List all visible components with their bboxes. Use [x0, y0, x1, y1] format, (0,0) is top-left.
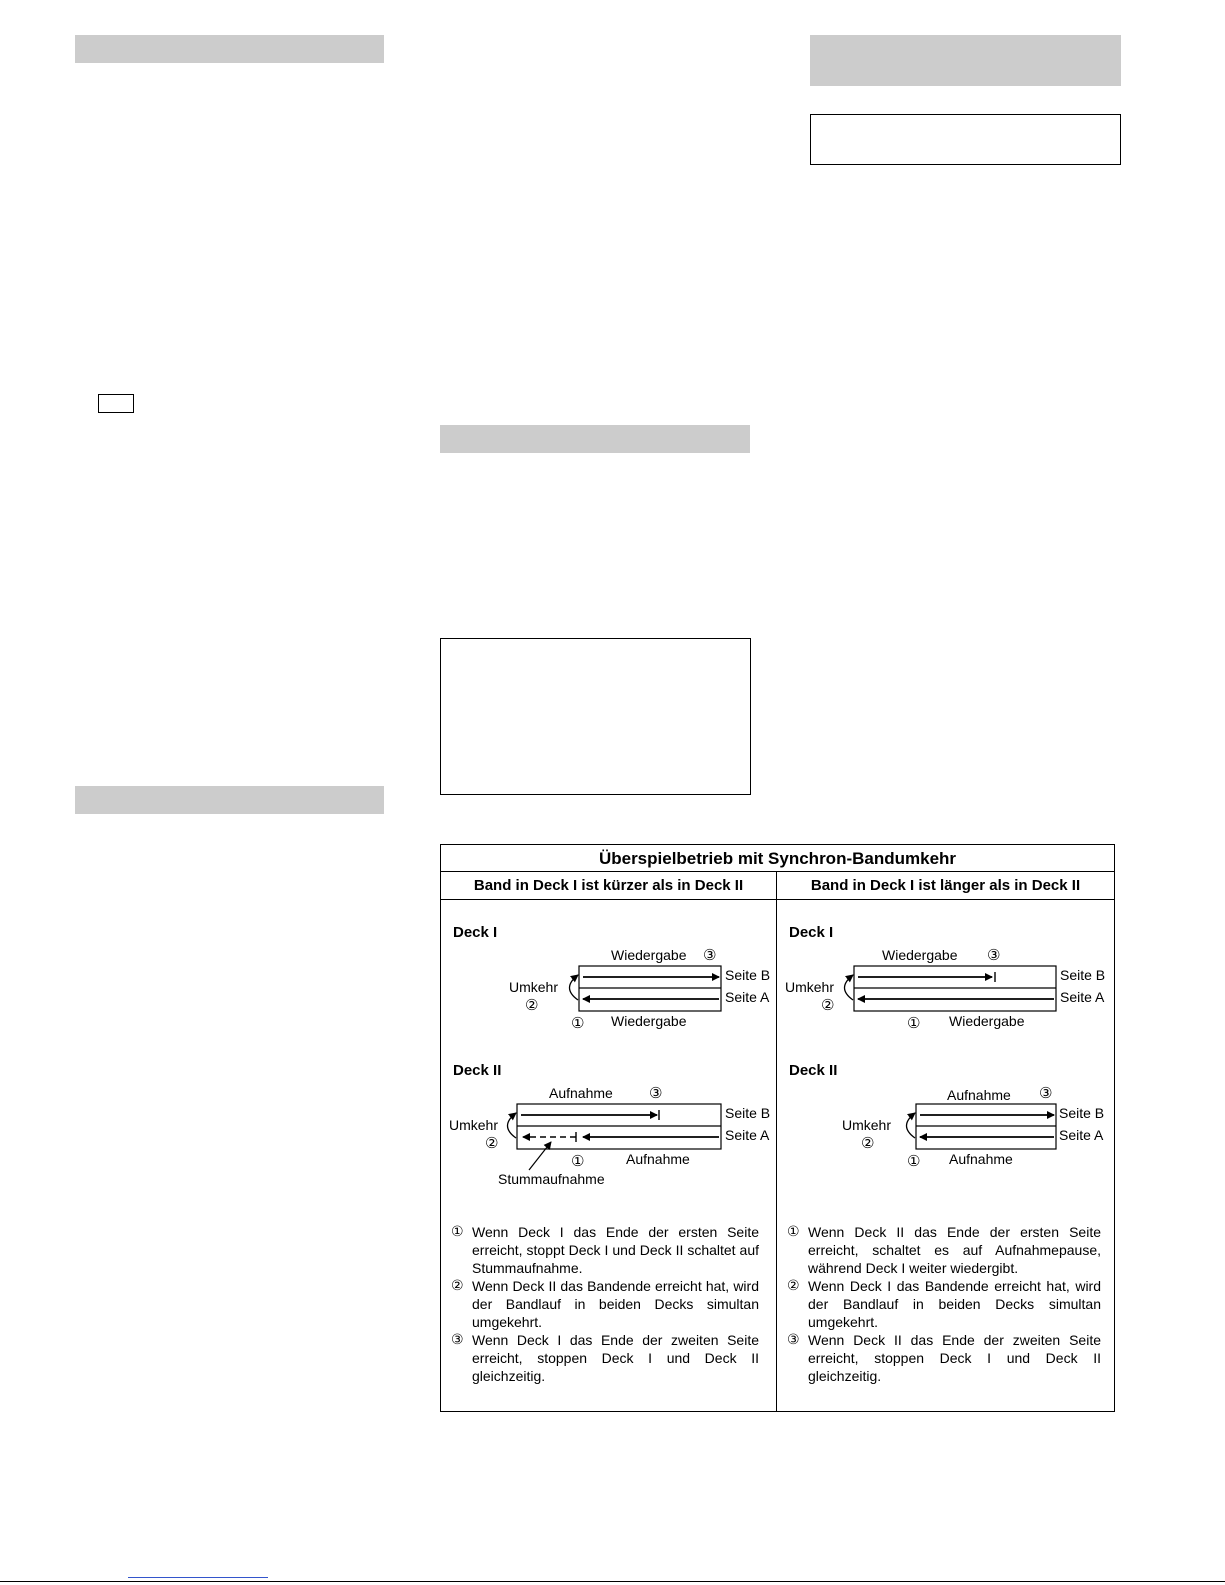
deck1-label-right: Deck I — [789, 924, 834, 941]
section-heading-bar-right — [810, 35, 1121, 86]
deck1-top-num-right: ③ — [987, 946, 1001, 964]
deck1-bottom-label-right: Wiedergabe — [949, 1013, 1025, 1029]
deck2-side-a-left: Seite A — [725, 1127, 770, 1143]
note-left-3 — [451, 1331, 759, 1385]
deck1-reverse-num-left: ② — [525, 996, 539, 1014]
footer-rule — [0, 1581, 1225, 1582]
reverse-curve — [570, 975, 579, 1000]
deck2-side-b-right: Seite B — [1059, 1105, 1105, 1121]
deck2-label-left: Deck II — [453, 1062, 502, 1079]
deck2-silent-label-left: Stummaufnahme — [498, 1171, 605, 1187]
note-box-middle — [440, 638, 751, 795]
note-right-1 — [787, 1223, 1101, 1277]
deck2-reverse-num-left: ② — [485, 1134, 499, 1152]
deck1-label-left: Deck I — [453, 924, 498, 941]
deck1-reverse-label-right: Umkehr — [785, 979, 835, 995]
deck2-side-a-right: Seite A — [1059, 1127, 1104, 1143]
deck2-bottom-label-left: Aufnahme — [626, 1151, 690, 1167]
table-title: Überspielbetrieb mit Synchron-Bandumkehr — [441, 845, 1114, 872]
deck2-top-num-right: ③ — [1039, 1084, 1053, 1102]
deck2-top-label-right: Aufnahme — [947, 1087, 1011, 1103]
note-right-1-mark: ① — [787, 1224, 800, 1240]
deck1-side-b-left: Seite B — [725, 967, 771, 983]
silent-pointer — [529, 1142, 551, 1170]
note-left-3-text: Wenn Deck I das Ende der zweiten Seite erreicht, stoppen Deck I und Deck II gleichzeitig. — [472, 1332, 759, 1384]
note-left-2-mark: ② — [451, 1278, 464, 1294]
deck2-side-b-left: Seite B — [725, 1105, 771, 1121]
section-heading-bar-left-bottom — [75, 786, 384, 814]
note-right-3-text: Wenn Deck II das Ende der zweiten Seite erreicht, stoppen Deck I und Deck II gleichzeitig. — [808, 1332, 1101, 1384]
deck2-bottom-num-left: ① — [571, 1152, 585, 1170]
note-right-3 — [787, 1331, 1101, 1385]
note-left-2-text: Wenn Deck II das Bandende erreicht hat, wird der Bandlauf in beiden Decks simultan umgekehrt. — [472, 1278, 759, 1330]
deck1-bottom-num-right: ① — [907, 1014, 921, 1032]
section-heading-bar-left-top — [75, 35, 384, 63]
deck2-bottom-num-right: ① — [907, 1152, 921, 1170]
deck1-diagram-left — [441, 940, 776, 1035]
deck1-side-b-right: Seite B — [1060, 967, 1106, 983]
column-heading-longer: Band in Deck I ist länger als in Deck II — [777, 872, 1114, 900]
deck2-diagram-right — [777, 1078, 1112, 1173]
deck2-reverse-label-left: Umkehr — [449, 1117, 499, 1133]
note-left-1-mark: ① — [451, 1224, 464, 1240]
deck2-reverse-label-right: Umkehr — [842, 1117, 892, 1133]
deck1-reverse-label-left: Umkehr — [509, 979, 559, 995]
deck2-reverse-num-right: ② — [861, 1134, 875, 1152]
note-left-1 — [451, 1223, 759, 1277]
note-left-1-text: Wenn Deck I das Ende der ersten Seite erreicht, stoppt Deck I und Deck II schaltet auf Stummaufnahme. — [472, 1224, 759, 1276]
deck1-side-a-right: Seite A — [1060, 989, 1105, 1005]
note-right-2-text: Wenn Deck I das Bandende erreicht hat, wird der Bandlauf in beiden Decks simultan umgekehrt. — [808, 1278, 1101, 1330]
small-key-box — [98, 394, 134, 413]
deck2-diagram-left — [441, 1078, 776, 1188]
deck2-bottom-label-right: Aufnahme — [949, 1151, 1013, 1167]
note-box-right — [810, 114, 1121, 165]
deck2-label-right: Deck II — [789, 1062, 838, 1079]
column-heading-shorter: Band in Deck I ist kürzer als in Deck II — [441, 872, 776, 900]
deck1-side-a-left: Seite A — [725, 989, 770, 1005]
deck1-bottom-label-left: Wiedergabe — [611, 1013, 687, 1029]
note-right-3-mark: ③ — [787, 1332, 800, 1348]
note-left-2 — [451, 1277, 759, 1331]
note-right-2-mark: ② — [787, 1278, 800, 1294]
deck1-bottom-num-left: ① — [571, 1014, 585, 1032]
deck1-top-label-left: Wiedergabe — [611, 947, 687, 963]
sync-reverse-dubbing-table — [440, 844, 1115, 1412]
deck1-reverse-num-right: ② — [821, 996, 835, 1014]
deck2-top-label-left: Aufnahme — [549, 1085, 613, 1101]
deck1-top-label-right: Wiedergabe — [882, 947, 958, 963]
deck1-diagram-right — [777, 940, 1112, 1035]
deck2-top-num-left: ③ — [649, 1084, 663, 1102]
note-right-2 — [787, 1277, 1101, 1331]
note-left-3-mark: ③ — [451, 1332, 464, 1348]
section-heading-bar-middle — [440, 425, 750, 453]
deck1-top-num-left: ③ — [703, 946, 717, 964]
footer-rule-blue — [128, 1577, 268, 1578]
note-right-1-text: Wenn Deck II das Ende der ersten Seite erreicht, schaltet es auf Aufnahmepause, während Deck I weiter wiedergibt. — [808, 1224, 1101, 1276]
